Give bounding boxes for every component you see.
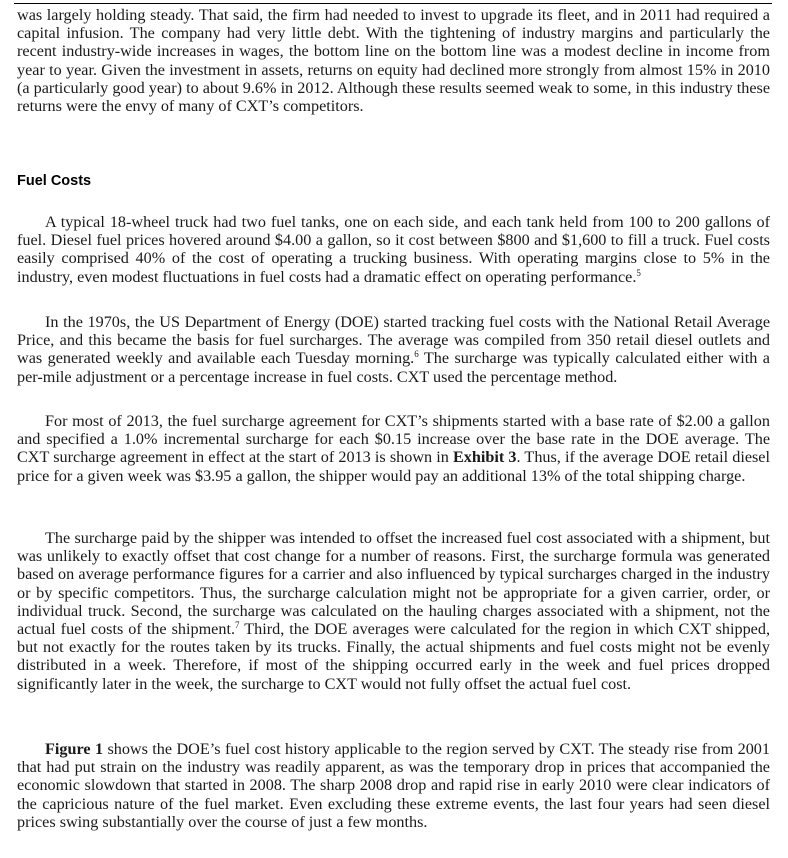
paragraph-text: The surcharge was typically calculated either with a per-mile adjustment or a percentage increase in fuel costs. CXT used the percentage method. [17, 349, 770, 386]
paragraph-text: For most of 2013, the fuel surcharge agreement for CXT’s shipments started with a base rate of $2.00 a gallon and specified a 1.0% incremental surcharge for each $0.15 increase over the base rate in the DOE average. The CXT surcharge agreement in effect at the start of 2013 is shown in [17, 412, 770, 467]
figure-1-reference: Figure 1 [45, 740, 104, 758]
footnote-marker-5[interactable]: 5 [636, 267, 641, 278]
paragraph-figure-1 [17, 740, 770, 831]
paragraph-surcharge-agreement [17, 412, 770, 485]
exhibit-3-reference: Exhibit 3 [453, 448, 517, 467]
paragraph-text: In the 1970s, the US Department of Energy (DOE) started tracking fuel costs with the National Retail Average Price, and this became the basis for fuel surcharges. The average was compiled from 350 retail diesel outlets and was generated weekly and available each Tuesday morning. [17, 313, 770, 368]
footnote-marker-6[interactable]: 6 [414, 349, 419, 360]
top-rule [14, 3, 772, 4]
paragraph-text: The surcharge paid by the shipper was intended to offset the increased fuel cost associated with a shipment, but was unlikely to exactly offset that cost change for a number of reasons. First, the surcharge formula was generated based on average performance figures for a carrier and also influenced by typical surcharges charged in the industry or by specific competitors. Thus, the surcharge calculation might not be appropriate for a given carrier, order, or individual truck. Second, the surcharge was calculated on the hauling charges associated with a shipment, not the actual fuel costs of the shipment. [17, 529, 770, 639]
paragraph-text: A typical 18-wheel truck had two fuel tanks, one on each side, and each tank held from 100 to 200 gallons of fuel. Diesel fuel prices hovered around $4.00 a gallon, so it cost between $800 and $1,600 to fill a truck. Fuel costs easily comprised 40% of the cost of operating a trucking business. With operating margins close to 5% in the industry, even modest fluctuations in fuel costs had a dramatic effect on operating performance. [17, 213, 770, 286]
intro-paragraph: was largely holding steady. That said, the firm had needed to invest to upgrade its fleet, and in 2011 had required a capital infusion. The company had very little debt. With the tightening of industry margins and particularly the recent industry-wide increases in wages, the bottom line on the bottom line was a modest decline in income from year to year. Given the investment in assets, returns on equity had declined more strongly from almost 15% in 2010 (a particularly good year) to about 9.6% in 2012. Although these results seemed weak to some, in this industry these returns were the envy of many of CXT’s competitors. [17, 6, 770, 116]
paragraph-text: Third, the DOE averages were calculated for the region in which CXT shipped, but not exactly for the routes taken by its trucks. Finally, the actual shipments and fuel costs might not be evenly distributed in a week. Therefore, if most of the shipping occurred early in the week and fuel prices dropped significantly later in the week, the surcharge to CXT would not fully offset the actual fuel cost. [17, 620, 771, 693]
paragraph-text: . Thus, if the average DOE retail diesel price for a given week was $3.95 a gallon, the shipper would pay an additional 13% of the total shipping charge. [17, 448, 770, 485]
paragraph-doe-tracking [17, 313, 770, 386]
paragraph-text: shows the DOE’s fuel cost history applicable to the region served by CXT. The steady rise from 2001 that had put strain on the industry was readily apparent, as was the temporary drop in prices that accompanied the economic slowdown that started in 2008. The sharp 2008 drop and rapid rise in early 2010 were clear indicators of the capricious nature of the fuel market. Even excluding these extreme events, the last four years had seen diesel prices swing substantially over the course of just a few months. [17, 740, 770, 831]
footnote-marker-7[interactable]: 7 [235, 620, 240, 631]
section-heading-fuel-costs: Fuel Costs [17, 173, 92, 189]
paragraph-surcharge-offset [17, 529, 770, 693]
paragraph-fuel-tanks [17, 213, 770, 286]
